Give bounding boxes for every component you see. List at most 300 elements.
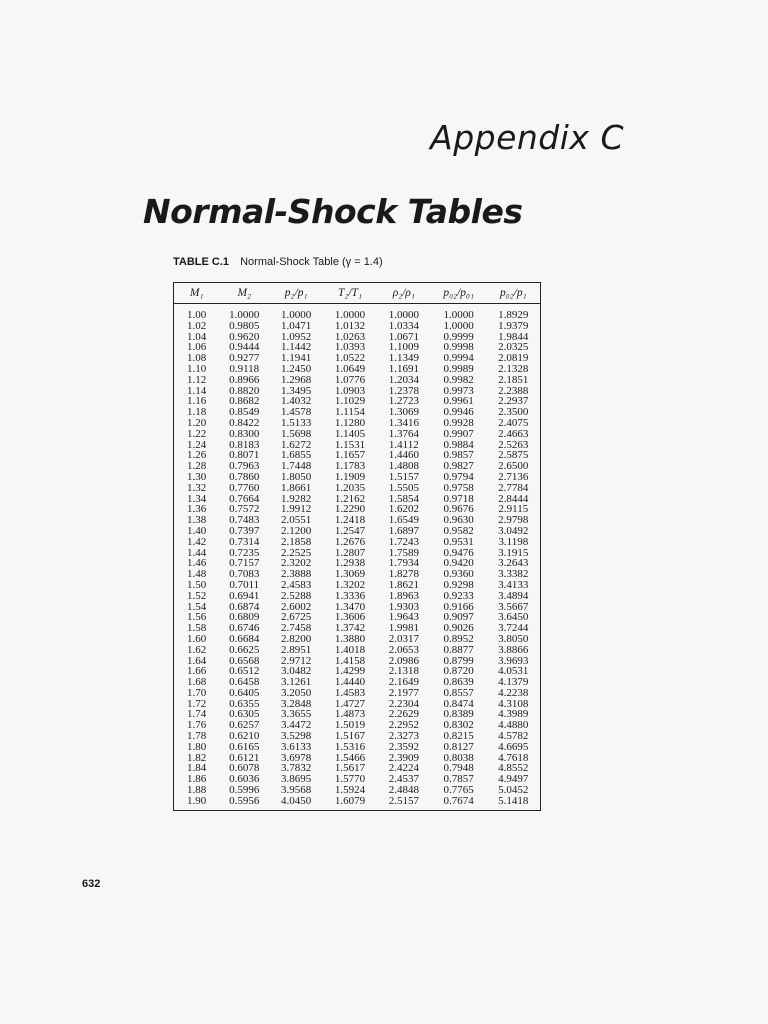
table-cell: 3.6450 bbox=[498, 611, 529, 624]
table-cell: 4.9497 bbox=[498, 773, 529, 786]
table-cell: 3.3382 bbox=[498, 568, 529, 581]
table-cell: 1.0671 bbox=[388, 330, 419, 343]
table-cell: 0.8877 bbox=[443, 643, 474, 656]
table-cell: 1.58 bbox=[187, 622, 207, 635]
table-cell: 0.9097 bbox=[443, 611, 474, 624]
table-cell: 0.6121 bbox=[229, 751, 260, 764]
table-cell: 1.9379 bbox=[498, 319, 529, 332]
table-cell: 5.1418 bbox=[498, 794, 529, 807]
table-cell: 1.78 bbox=[187, 730, 207, 743]
table-cell: 1.9303 bbox=[388, 600, 419, 613]
table-cell: 3.0482 bbox=[281, 665, 312, 678]
table-cell: 1.10 bbox=[187, 362, 207, 375]
table-cell: 2.1318 bbox=[388, 665, 419, 678]
table-cell: 1.5617 bbox=[334, 762, 366, 775]
table-cell: 1.38 bbox=[187, 514, 207, 527]
table-cell: 1.3495 bbox=[281, 384, 312, 397]
table-cell: 0.8682 bbox=[229, 395, 260, 408]
table-cell: 2.6002 bbox=[281, 600, 312, 613]
column-header: p₀₂/p₁ bbox=[487, 283, 541, 304]
table-cell: 1.34 bbox=[187, 492, 207, 505]
table-cell: 0.6305 bbox=[229, 708, 260, 721]
table-cell: 0.9420 bbox=[443, 557, 474, 570]
table-cell: 1.1349 bbox=[388, 352, 419, 365]
table-cell: 1.3069 bbox=[334, 568, 366, 581]
table-cell: 1.74 bbox=[187, 708, 207, 721]
table-cell: 2.0819 bbox=[498, 352, 529, 365]
table-cell: 0.7857 bbox=[443, 773, 474, 786]
table-cell: 1.30 bbox=[187, 470, 207, 483]
table-row bbox=[174, 591, 541, 602]
table-cell: 1.46 bbox=[187, 557, 207, 570]
table-cell: 1.44 bbox=[187, 546, 207, 559]
table-cell: 1.18 bbox=[187, 406, 207, 419]
table-cell: 3.9568 bbox=[281, 784, 312, 797]
table-cell: 1.32 bbox=[187, 481, 207, 494]
table-cell: 0.7572 bbox=[229, 503, 260, 516]
table-cell: 1.9844 bbox=[498, 330, 529, 343]
table-cell: 0.7083 bbox=[229, 568, 260, 581]
table-cell: 0.9444 bbox=[229, 341, 260, 354]
table-cell: 1.1783 bbox=[334, 460, 366, 473]
table-cell: 1.4440 bbox=[334, 676, 366, 689]
table-cell: 3.8050 bbox=[498, 632, 529, 645]
column-header: M₂ bbox=[219, 283, 269, 304]
table-cell: 1.0000 bbox=[443, 309, 474, 321]
table-cell: 0.6746 bbox=[229, 622, 260, 635]
table-cell: 1.20 bbox=[187, 416, 207, 429]
table-cell: 1.1531 bbox=[334, 438, 366, 451]
table-cell: 0.9277 bbox=[229, 352, 260, 365]
table-cell: 1.40 bbox=[187, 524, 207, 537]
table-cell: 1.1442 bbox=[281, 341, 312, 354]
table-cell: 1.1941 bbox=[281, 352, 312, 365]
table-cell: 2.0317 bbox=[388, 632, 419, 645]
table-cell: 0.7664 bbox=[229, 492, 260, 505]
table-cell: 1.2676 bbox=[334, 535, 366, 548]
table-cell: 0.6355 bbox=[229, 697, 260, 710]
table-cell: 1.0000 bbox=[281, 309, 312, 321]
table-cell: 2.2525 bbox=[281, 546, 312, 559]
table-cell: 1.4873 bbox=[334, 708, 366, 721]
table-cell: 2.4583 bbox=[281, 578, 312, 591]
table-caption-label: TABLE C.1 bbox=[173, 256, 230, 268]
table-cell: 0.6458 bbox=[229, 676, 260, 689]
table-cell: 1.82 bbox=[187, 751, 207, 764]
table-cell: 1.0903 bbox=[334, 384, 366, 397]
table-cell: 0.7011 bbox=[229, 578, 260, 591]
table-cell: 1.2968 bbox=[281, 373, 312, 386]
table-cell: 1.60 bbox=[187, 632, 207, 645]
table-cell: 1.2547 bbox=[334, 524, 366, 537]
table-cell: 3.4894 bbox=[498, 589, 529, 602]
table-cell: 1.5019 bbox=[334, 719, 366, 732]
table-cell: 2.9712 bbox=[281, 654, 312, 667]
table-cell: 2.5157 bbox=[388, 794, 419, 807]
table-cell: 1.7243 bbox=[388, 535, 419, 548]
table-cell: 2.3909 bbox=[388, 751, 419, 764]
table-cell: 1.6202 bbox=[388, 503, 419, 516]
table-cell: 0.9630 bbox=[443, 514, 474, 527]
table-cell: 1.2162 bbox=[334, 492, 366, 505]
table-cell: 1.7589 bbox=[388, 546, 419, 559]
table-cell: 2.7458 bbox=[281, 622, 312, 635]
table-cell: 4.1379 bbox=[498, 676, 529, 689]
table-cell: 0.9973 bbox=[443, 384, 474, 397]
table-cell: 1.5157 bbox=[388, 470, 419, 483]
table-cell: 0.9805 bbox=[229, 319, 260, 332]
table-cell: 1.8278 bbox=[388, 568, 419, 581]
table-cell: 0.9907 bbox=[443, 427, 474, 440]
table-cell: 2.3500 bbox=[498, 406, 529, 419]
table-cell: 1.48 bbox=[187, 568, 207, 581]
table-cell: 0.7963 bbox=[229, 460, 260, 473]
table-cell: 1.4460 bbox=[388, 449, 419, 462]
table-cell: 1.02 bbox=[187, 319, 207, 332]
table-cell: 3.1915 bbox=[498, 546, 529, 559]
table-row bbox=[174, 375, 541, 386]
table-cell: 0.8302 bbox=[443, 719, 474, 732]
table-cell: 1.1657 bbox=[334, 449, 366, 462]
table-cell: 1.0649 bbox=[334, 362, 366, 375]
table-cell: 2.7784 bbox=[498, 481, 529, 494]
table-cell: 1.76 bbox=[187, 719, 207, 732]
table-cell: 2.7136 bbox=[498, 470, 529, 483]
table-cell: 1.0393 bbox=[334, 341, 366, 354]
table-cell: 4.4880 bbox=[498, 719, 529, 732]
table-cell: 1.4727 bbox=[334, 697, 366, 710]
table-cell: 1.2723 bbox=[388, 395, 419, 408]
table-cell: 1.86 bbox=[187, 773, 207, 786]
table-cell: 1.24 bbox=[187, 438, 207, 451]
table-cell: 1.0132 bbox=[334, 319, 366, 332]
table-cell: 1.66 bbox=[187, 665, 207, 678]
table-cell: 1.0000 bbox=[443, 319, 474, 332]
table-cell: 2.4848 bbox=[388, 784, 419, 797]
table-cell: 1.0471 bbox=[281, 319, 312, 332]
table-cell: 3.5298 bbox=[281, 730, 312, 743]
table-cell: 1.08 bbox=[187, 352, 207, 365]
table-cell: 2.0653 bbox=[388, 643, 419, 656]
table-cell: 4.7618 bbox=[498, 751, 529, 764]
table-cell: 3.6978 bbox=[281, 751, 312, 764]
table-cell: 0.8300 bbox=[229, 427, 260, 440]
page-number: 632 bbox=[82, 878, 101, 890]
table-cell: 1.8929 bbox=[498, 309, 529, 321]
table-cell: 1.1154 bbox=[335, 406, 365, 419]
table-cell: 1.5770 bbox=[334, 773, 366, 786]
table-cell: 2.2388 bbox=[498, 384, 529, 397]
table-cell: 1.72 bbox=[187, 697, 207, 710]
table-cell: 1.0776 bbox=[334, 373, 366, 386]
table-cell: 1.0522 bbox=[334, 352, 366, 365]
table-cell: 0.8952 bbox=[443, 632, 474, 645]
table-cell: 1.6272 bbox=[281, 438, 312, 451]
table-cell: 2.1328 bbox=[498, 362, 529, 375]
table-cell: 5.0452 bbox=[498, 784, 529, 797]
table-cell: 0.9118 bbox=[229, 362, 260, 375]
column-header: T₂/T₁ bbox=[323, 283, 377, 304]
table-cell: 0.9794 bbox=[443, 470, 474, 483]
table-cell: 1.3470 bbox=[334, 600, 366, 613]
table-cell: 0.7860 bbox=[229, 470, 260, 483]
table-cell: 1.80 bbox=[187, 740, 207, 753]
table-cell: 0.9999 bbox=[443, 330, 474, 343]
table-cell: 1.70 bbox=[187, 686, 207, 699]
table-cell: 1.8621 bbox=[388, 578, 419, 591]
table-cell: 0.6257 bbox=[229, 719, 260, 732]
table-cell: 1.1405 bbox=[334, 427, 366, 440]
table-cell: 1.0952 bbox=[281, 330, 312, 343]
table-cell: 2.0325 bbox=[498, 341, 529, 354]
table-cell: 1.88 bbox=[187, 784, 207, 797]
table-cell: 1.3202 bbox=[334, 578, 366, 591]
table-cell: 1.0263 bbox=[334, 330, 366, 343]
table-cell: 1.1009 bbox=[388, 341, 419, 354]
table-cell: 1.06 bbox=[187, 341, 207, 354]
table-cell: 0.6684 bbox=[229, 632, 260, 645]
table-cell: 2.5288 bbox=[281, 589, 312, 602]
table-cell: 1.14 bbox=[187, 384, 207, 397]
table-caption bbox=[173, 256, 383, 268]
table-cell: 2.4537 bbox=[388, 773, 419, 786]
table-cell: 4.3989 bbox=[498, 708, 529, 721]
table-cell: 3.8695 bbox=[281, 773, 312, 786]
table-cell: 0.9718 bbox=[443, 492, 474, 505]
table-cell: 2.5875 bbox=[498, 449, 529, 462]
table-cell: 0.7674 bbox=[443, 794, 474, 807]
table-cell: 1.4583 bbox=[334, 686, 366, 699]
table-cell: 1.64 bbox=[187, 654, 207, 667]
table-cell: 2.3592 bbox=[388, 740, 419, 753]
table-cell: 2.2304 bbox=[388, 697, 419, 710]
table-cell: 0.6210 bbox=[229, 730, 260, 743]
table-cell: 0.9884 bbox=[443, 438, 474, 451]
table-cell: 1.26 bbox=[187, 449, 207, 462]
table-cell: 1.56 bbox=[187, 611, 207, 624]
table-cell: 0.8215 bbox=[443, 730, 474, 743]
table-cell: 0.9982 bbox=[443, 373, 474, 386]
table-cell: 0.6874 bbox=[229, 600, 260, 613]
table-cell: 1.9643 bbox=[388, 611, 419, 624]
table-cell: 2.8444 bbox=[498, 492, 529, 505]
table-cell: 0.5996 bbox=[229, 784, 260, 797]
table-cell: 1.5698 bbox=[281, 427, 312, 440]
table-body bbox=[174, 304, 541, 811]
table-cell: 1.9282 bbox=[281, 492, 312, 505]
table-cell: 0.8183 bbox=[229, 438, 260, 451]
table-cell: 3.7244 bbox=[498, 622, 529, 635]
table-cell: 0.8474 bbox=[443, 697, 474, 710]
table-cell: 0.6809 bbox=[229, 611, 260, 624]
table-cell: 1.5924 bbox=[334, 784, 366, 797]
table-cell: 0.9857 bbox=[443, 449, 474, 462]
table-row bbox=[174, 483, 541, 494]
table-cell: 0.9298 bbox=[443, 578, 474, 591]
table-cell: 1.1029 bbox=[334, 395, 366, 408]
table-cell: 1.2290 bbox=[334, 503, 366, 516]
table-cell: 1.2450 bbox=[281, 362, 312, 375]
table-cell: 1.52 bbox=[187, 589, 207, 602]
page-title: Normal-Shock Tables bbox=[143, 192, 523, 231]
table-cell: 3.7832 bbox=[281, 762, 312, 775]
table-cell: 2.4663 bbox=[498, 427, 529, 440]
table-row bbox=[174, 796, 541, 810]
table-cell: 2.9798 bbox=[498, 514, 529, 527]
table-cell: 3.1261 bbox=[281, 676, 312, 689]
table-cell: 1.8963 bbox=[388, 589, 419, 602]
table-cell: 1.42 bbox=[187, 535, 207, 548]
table-cell: 2.3202 bbox=[281, 557, 312, 570]
table-cell: 0.9582 bbox=[443, 524, 474, 537]
table-cell: 3.3655 bbox=[281, 708, 312, 721]
appendix-label: Appendix C bbox=[430, 118, 624, 157]
table-cell: 3.1198 bbox=[498, 535, 529, 548]
column-header: p₂/p₁ bbox=[269, 283, 323, 304]
table-cell: 1.62 bbox=[187, 643, 207, 656]
table-cell: 0.6941 bbox=[229, 589, 260, 602]
table-cell: 1.5505 bbox=[388, 481, 419, 494]
table-cell: 0.9946 bbox=[443, 406, 474, 419]
table-cell: 1.4578 bbox=[281, 406, 312, 419]
table-cell: 1.68 bbox=[187, 676, 207, 689]
table-cell: 1.54 bbox=[187, 600, 207, 613]
table-cell: 2.1851 bbox=[498, 373, 529, 386]
table-cell: 2.2937 bbox=[498, 395, 529, 408]
table-cell: 1.12 bbox=[187, 373, 207, 386]
table-cell: 1.3742 bbox=[334, 622, 366, 635]
table-cell: 2.1649 bbox=[388, 676, 419, 689]
table-cell: 0.9531 bbox=[443, 535, 474, 548]
table-cell: 2.0986 bbox=[388, 654, 419, 667]
table-cell: 1.22 bbox=[187, 427, 207, 440]
table-cell: 3.4472 bbox=[281, 719, 312, 732]
table-cell: 0.7314 bbox=[229, 535, 260, 548]
table-cell: 0.5956 bbox=[229, 794, 260, 807]
table-cell: 0.8720 bbox=[443, 665, 474, 678]
table-cell: 0.8557 bbox=[443, 686, 474, 699]
table-cell: 1.0000 bbox=[229, 309, 260, 321]
table-cell: 2.6500 bbox=[498, 460, 529, 473]
table-cell: 3.2050 bbox=[281, 686, 312, 699]
table-cell: 0.7235 bbox=[229, 546, 260, 559]
table-row bbox=[174, 304, 541, 321]
table-cell: 0.9989 bbox=[443, 362, 474, 375]
table-cell: 1.2378 bbox=[388, 384, 419, 397]
table-cell: 0.9928 bbox=[443, 416, 474, 429]
table-cell: 2.6725 bbox=[281, 611, 312, 624]
table-cell: 2.2952 bbox=[388, 719, 419, 732]
table-cell: 1.2418 bbox=[334, 514, 366, 527]
table-cell: 0.6165 bbox=[229, 740, 260, 753]
table-cell: 1.00 bbox=[187, 309, 207, 321]
table-cell: 1.36 bbox=[187, 503, 207, 516]
table-cell: 1.1691 bbox=[388, 362, 419, 375]
table-cell: 2.8951 bbox=[281, 643, 312, 656]
table-cell: 2.8200 bbox=[281, 632, 312, 645]
column-header: ρ₂/ρ₁ bbox=[377, 283, 431, 304]
table-cell: 1.8661 bbox=[281, 481, 312, 494]
table-cell: 0.9961 bbox=[443, 395, 474, 408]
table-cell: 0.8549 bbox=[229, 406, 260, 419]
table-cell: 1.5466 bbox=[334, 751, 366, 764]
table-cell: 1.4808 bbox=[388, 460, 419, 473]
table-cell: 1.5167 bbox=[334, 730, 366, 743]
table-cell: 0.7397 bbox=[229, 524, 260, 537]
table-cell: 3.2848 bbox=[281, 697, 312, 710]
table-cell: 1.84 bbox=[187, 762, 207, 775]
table-cell: 1.3069 bbox=[388, 406, 419, 419]
table-cell: 0.9998 bbox=[443, 341, 474, 354]
table-cell: 2.9115 bbox=[498, 503, 529, 516]
column-header: M₁ bbox=[174, 283, 220, 304]
table-cell: 4.0450 bbox=[281, 794, 312, 807]
table-row bbox=[174, 645, 541, 656]
table-cell: 0.8071 bbox=[229, 449, 260, 462]
table-cell: 0.7765 bbox=[443, 784, 474, 797]
table-cell: 1.04 bbox=[187, 330, 207, 343]
table-cell: 3.2643 bbox=[498, 557, 529, 570]
table-cell: 1.0334 bbox=[388, 319, 419, 332]
table-cell: 1.4299 bbox=[334, 665, 366, 678]
table-cell: 0.8639 bbox=[443, 676, 474, 689]
table-cell: 3.9693 bbox=[498, 654, 529, 667]
table-cell: 0.8966 bbox=[229, 373, 260, 386]
table-cell: 1.2035 bbox=[334, 481, 366, 494]
table-cell: 0.6036 bbox=[229, 773, 260, 786]
table-cell: 2.5263 bbox=[498, 438, 529, 451]
table-cell: 4.0531 bbox=[498, 665, 529, 678]
table-cell: 2.1977 bbox=[388, 686, 419, 699]
table-cell: 1.1909 bbox=[334, 470, 366, 483]
table-cell: 1.5133 bbox=[281, 416, 312, 429]
table-cell: 0.8038 bbox=[443, 751, 474, 764]
table-cell: 4.5782 bbox=[498, 730, 529, 743]
table-cell: 1.0000 bbox=[388, 309, 419, 321]
table-cell: 1.4032 bbox=[281, 395, 312, 408]
table-cell: 0.9476 bbox=[443, 546, 474, 559]
table-cell: 1.3880 bbox=[334, 632, 366, 645]
table-cell: 1.1280 bbox=[334, 416, 366, 429]
table-cell: 1.3606 bbox=[334, 611, 366, 624]
table-cell: 0.8799 bbox=[443, 654, 474, 667]
table-cell: 0.9827 bbox=[443, 460, 474, 473]
table-cell: 0.9994 bbox=[443, 352, 474, 365]
table-cell: 0.9676 bbox=[443, 503, 474, 516]
table-cell: 0.7948 bbox=[443, 762, 474, 775]
table-cell: 1.28 bbox=[187, 460, 207, 473]
table-cell: 0.9233 bbox=[443, 589, 474, 602]
table-cell: 4.8552 bbox=[498, 762, 529, 775]
table-cell: 1.9981 bbox=[388, 622, 419, 635]
table-cell: 0.6512 bbox=[229, 665, 260, 678]
table-cell: 1.3336 bbox=[334, 589, 366, 602]
table-header-row bbox=[174, 283, 541, 304]
table-cell: 3.0492 bbox=[498, 524, 529, 537]
table-cell: 0.6625 bbox=[229, 643, 260, 656]
table-caption-text: Normal-Shock Table (γ = 1.4) bbox=[240, 256, 383, 268]
table-cell: 2.3273 bbox=[388, 730, 419, 743]
table-cell: 1.50 bbox=[187, 578, 207, 591]
table-cell: 0.8389 bbox=[443, 708, 474, 721]
normal-shock-table bbox=[173, 282, 541, 811]
table-cell: 1.16 bbox=[187, 395, 207, 408]
table-cell: 1.4158 bbox=[334, 654, 366, 667]
table-cell: 0.7760 bbox=[229, 481, 260, 494]
table-cell: 1.3764 bbox=[388, 427, 419, 440]
table-cell: 0.8820 bbox=[229, 384, 260, 397]
table-cell: 1.6549 bbox=[388, 514, 419, 527]
